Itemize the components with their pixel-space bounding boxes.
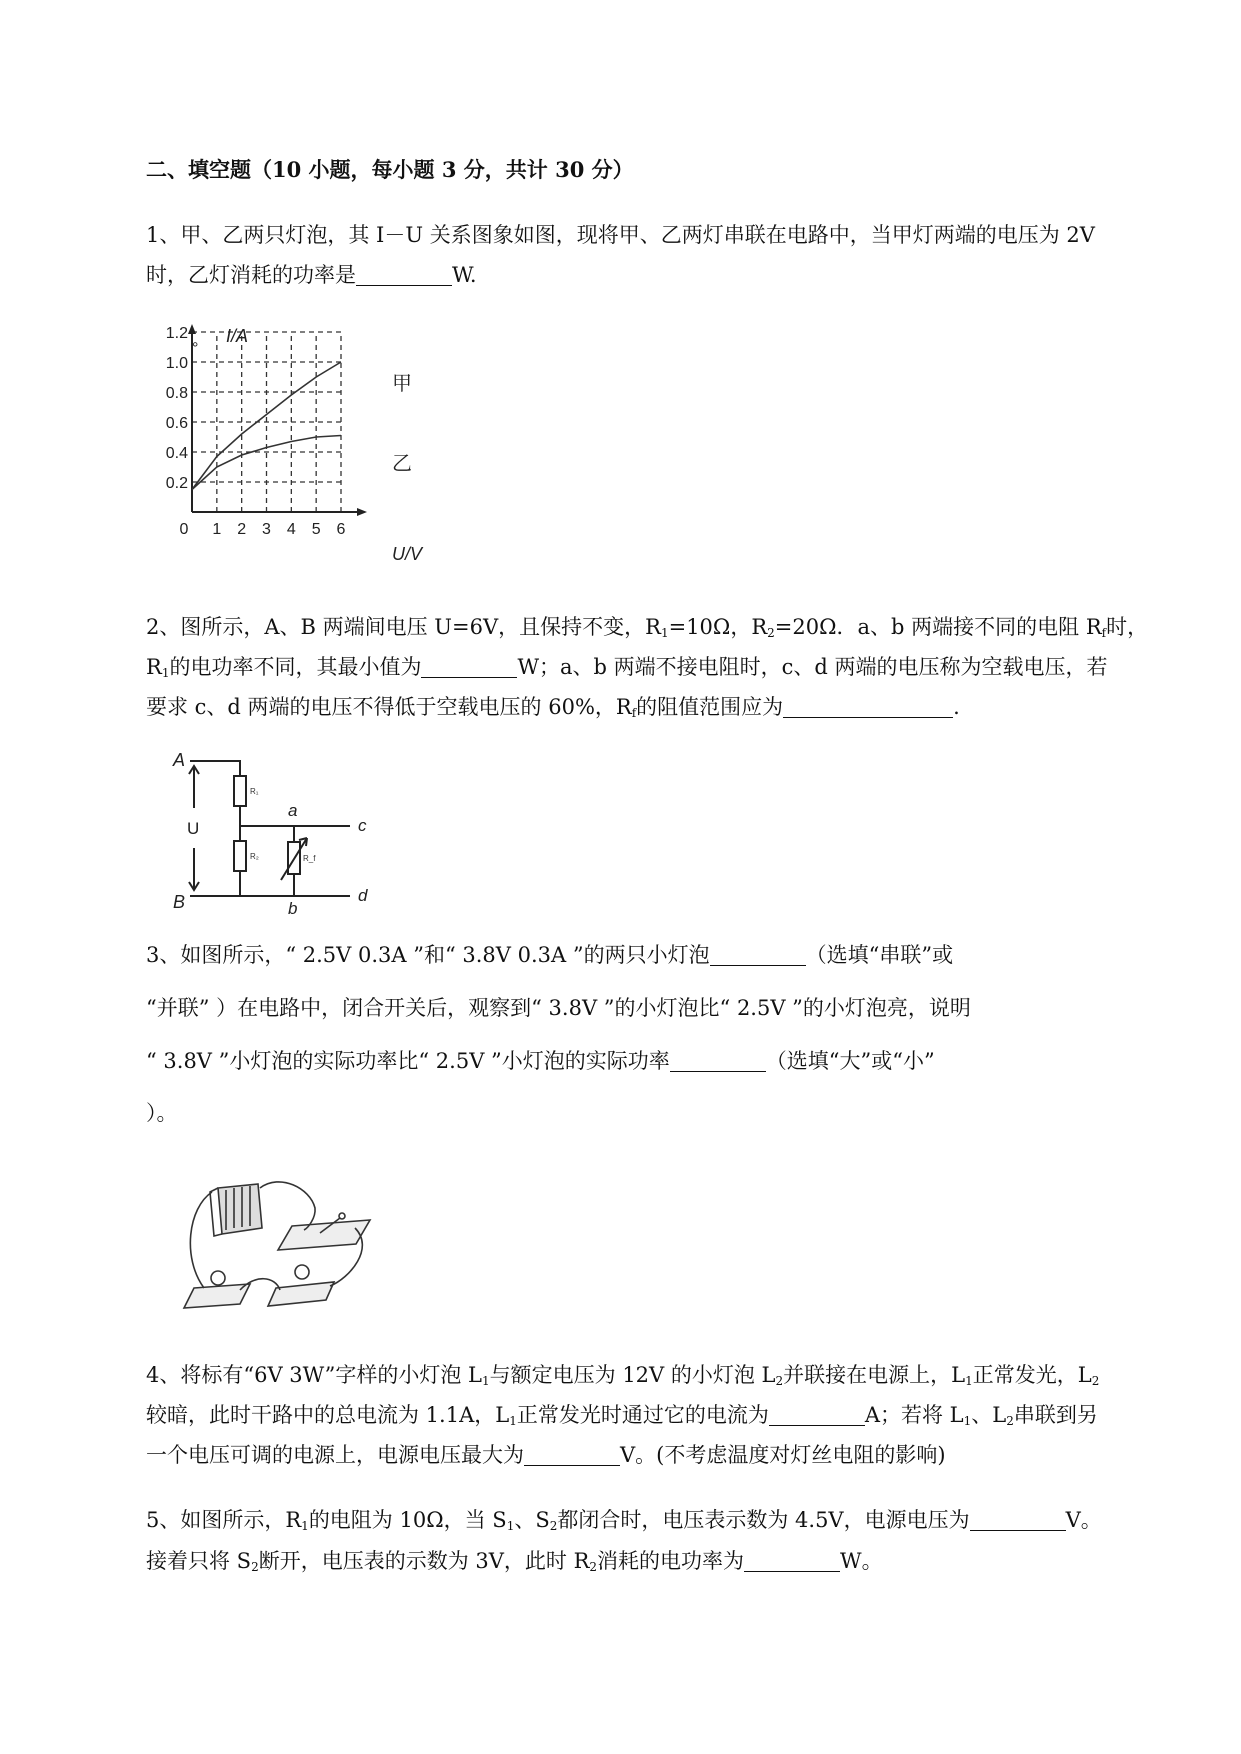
q2-sub-1b: 1: [161, 666, 170, 680]
node-a-label: a: [288, 801, 298, 820]
q4-line1: [146, 1360, 1099, 1390]
q4-text-3a: 一个电压可调的电源上，电源电压最大为: [146, 1443, 524, 1467]
q3-text-1b: （选填“串联”或: [805, 943, 954, 967]
y-tick-label: 0.8: [165, 385, 188, 402]
q4-text-2b: 正常发光时通过它的电流为: [516, 1403, 769, 1427]
y-tick-label: 1.2: [165, 325, 188, 342]
q5-text-2b: 断开，电压表的示数为 3V，此时 R: [258, 1549, 590, 1573]
q2-sub-f: f: [1101, 626, 1107, 640]
q5-text-1a: 5、如图所示，R: [146, 1508, 302, 1532]
q2-text-1b: =10Ω，R: [668, 615, 768, 639]
q3-text-3b: （选填“大”或“小”: [765, 1049, 935, 1073]
chart-corner-mark: °: [192, 340, 199, 357]
y-tick-label: 1.0: [165, 355, 188, 372]
q4-sub-2a: 2: [775, 1374, 784, 1388]
q4-text-2e: 串联到另: [1013, 1403, 1098, 1427]
q2-answer-blank-2[interactable]: [783, 695, 953, 718]
q5-line2: [146, 1546, 883, 1576]
q5-sub-1a: 1: [301, 1519, 309, 1533]
voltage-u-label: U: [187, 819, 200, 838]
q4-text-1b: 与额定电压为 12V 的小灯泡 L: [489, 1363, 776, 1387]
q2-text-3a: 要求 c、d 两端的电压不得低于空载电压的 60%，R: [146, 695, 632, 719]
q4-line3: [146, 1440, 946, 1470]
terminal-d-label: d: [358, 886, 368, 905]
q5-answer-blank-2[interactable]: [744, 1549, 840, 1572]
y-tick-label: 0.6: [165, 415, 188, 432]
q2-sub-1: 1: [660, 626, 669, 640]
x-tick-label: 3: [262, 521, 271, 538]
q4-sub-1b: 1: [965, 1374, 973, 1388]
q5-text-1c: 、S: [514, 1508, 550, 1532]
q4-sub-2b: 2: [1091, 1374, 1100, 1388]
q2-text-2a: R: [146, 655, 162, 679]
x-axis-arrow: [357, 508, 367, 516]
q5-answer-blank-1[interactable]: [970, 1508, 1066, 1531]
q5-sub-2b: 2: [251, 1560, 259, 1574]
q4-text-2d: 、L: [971, 1403, 1007, 1427]
q2-text-2c: W；a、b 两端不接电阻时，c、d 两端的电压称为空载电压，若: [517, 655, 1108, 679]
series-label-yi: 乙: [392, 453, 412, 475]
q2-text-2b: 的电功率不同，其最小值为: [169, 655, 422, 679]
terminal-c-label: c: [358, 816, 367, 835]
q3-circuit-photo: [180, 1178, 380, 1308]
x-tick-label: 6: [336, 521, 346, 538]
terminal-b-label: B: [173, 892, 186, 912]
section-title: 二、填空题（10 小题，每小题 3 分，共计 30 分）: [146, 157, 634, 182]
q2-text-1d: 时，: [1106, 615, 1149, 639]
q3-text-3a: “ 3.8V ”小灯泡的实际功率比“ 2.5V ”小灯泡的实际功率: [146, 1049, 670, 1073]
y-axis-label: I/A: [226, 326, 249, 346]
q4-text-2c: A；若将 L: [864, 1403, 964, 1427]
q4-sub-1d: 1: [963, 1414, 972, 1428]
q4-sub-2c: 2: [1006, 1414, 1014, 1428]
q4-sub-1a: 1: [482, 1374, 490, 1388]
q5-text-1d: 都闭合时，电压表示数为 4.5V，电源电压为: [557, 1508, 970, 1532]
q2-line3: [146, 692, 960, 722]
q5-text-2a: 接着只将 S: [146, 1549, 252, 1573]
node-b-label: b: [288, 899, 298, 918]
x-tick-label: 4: [286, 521, 296, 538]
q4-answer-blank-2[interactable]: [524, 1443, 620, 1466]
x-tick-label: 1: [212, 521, 222, 538]
q5-sub-2a: 2: [549, 1519, 558, 1533]
q2-sub-2: 2: [767, 626, 775, 640]
q1-answer-blank[interactable]: [356, 263, 452, 286]
q5-line1: [146, 1505, 1102, 1535]
q1-text-b: W.: [452, 263, 477, 287]
q1-line1: 1、甲、乙两只灯泡，其 I－U 关系图象如图，现将甲、乙两灯串联在电路中，当甲灯两端的电压为 2V: [146, 223, 1095, 247]
q2-text-3b: 的阻值范围应为: [636, 695, 784, 719]
q5-text-1e: V。: [1065, 1508, 1102, 1532]
q1-iu-chart: [165, 320, 440, 570]
x-tick-label: 0: [179, 521, 189, 538]
q3-answer-blank-1[interactable]: [710, 943, 806, 966]
q4-answer-blank-1[interactable]: [769, 1403, 865, 1426]
q4-sub-1c: 1: [509, 1414, 517, 1428]
q5-text-2c: 消耗的电功率为: [597, 1549, 745, 1573]
q3-answer-blank-2[interactable]: [670, 1049, 766, 1072]
y-axis-arrow: [188, 324, 196, 334]
q3-line4: ）。: [146, 1101, 178, 1125]
q2-line2: [146, 652, 1108, 682]
q5-sub-1b: 1: [506, 1519, 515, 1533]
q2-text-3c: .: [953, 695, 960, 719]
q3-text-1a: 3、如图所示，“ 2.5V 0.3A ”和“ 3.8V 0.3A ”的两只小灯泡: [146, 943, 710, 967]
q4-text-1c: 并联接在电源上，L: [783, 1363, 966, 1387]
r2-label: R₂: [250, 852, 259, 861]
q5-text-1b: 的电阻为 10Ω，当 S: [308, 1508, 507, 1532]
q5-sub-2c: 2: [589, 1560, 598, 1574]
q2-text-1a: 2、图所示，A、B 两端间电压 U=6V，且保持不变，R: [146, 615, 661, 639]
q2-answer-blank-1[interactable]: [421, 655, 517, 678]
q3-line2: “并联” ）在电路中，闭合开关后，观察到“ 3.8V ”的小灯泡比“ 2.5V ”的小灯泡亮，说明: [146, 996, 971, 1020]
y-tick-label: 0.4: [165, 445, 188, 462]
q4-text-2a: 较暗，此时干路中的总电流为 1.1A，L: [146, 1403, 510, 1427]
q3-line1: [146, 940, 953, 970]
x-tick-label: 2: [237, 521, 247, 538]
q2-sub-f2: f: [631, 706, 637, 720]
q4-text-1d: 正常发光，L: [972, 1363, 1092, 1387]
q4-line2: [146, 1400, 1098, 1430]
terminal-a-label: A: [173, 750, 186, 770]
series-label-jia: 甲: [392, 373, 412, 395]
x-axis-label: U/V: [392, 544, 423, 564]
y-tick-label: 0.2: [165, 475, 188, 492]
q3-line3: [146, 1046, 935, 1076]
q4-text-1a: 4、将标有“6V 3W”字样的小灯泡 L: [146, 1363, 482, 1387]
q5-text-2d: W。: [840, 1549, 883, 1573]
rf-label: R_f: [303, 854, 316, 863]
r1-label: R₁: [250, 787, 259, 796]
q2-text-1c: =20Ω．a、b 两端接不同的电阻 R: [774, 615, 1102, 639]
q4-text-3b: V。(不考虑温度对灯丝电阻的影响): [620, 1443, 946, 1467]
q1-line2: [146, 260, 477, 290]
x-tick-label: 5: [311, 521, 321, 538]
q2-circuit-diagram: [170, 748, 385, 918]
q1-text-a: 时，乙灯消耗的功率是: [146, 263, 356, 287]
q2-line1: [146, 612, 1148, 642]
